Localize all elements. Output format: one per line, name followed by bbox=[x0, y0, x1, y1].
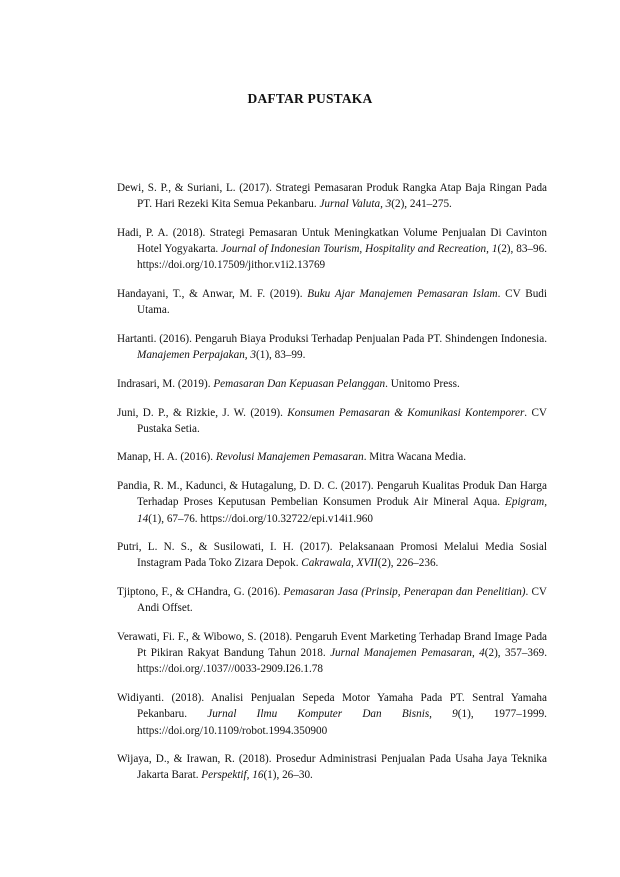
reference-entry: Verawati, Fi. F., & Wibowo, S. (2018). Pengaruh Event Marketing Terhadap Brand Image Pada Pt Pikiran Rakyat Bandung Tahun 2018. Jurnal Manajemen Pemasaran, 4(2), 357–369. https://doi.org/.1037//0033-2909.I26.1.78 bbox=[117, 631, 547, 676]
page-title: DAFTAR PUSTAKA bbox=[247, 91, 373, 106]
reference-entry: Pandia, R. M., Kadunci, & Hutagalung, D. D. C. (2017). Pengaruh Kualitas Produk Dan Harga Terhadap Proses Keputusan Pembelian Konsumen Produk Air Mineral Aqua. Epigram, 14(1), 67–76. https://doi.org/10.32722/epi.v14i1.960 bbox=[117, 480, 547, 525]
reference-entry: Manap, H. A. (2016). Revolusi Manajemen Pemasaran. Mitra Wacana Media. bbox=[117, 451, 467, 464]
reference-entry: Handayani, T., & Anwar, M. F. (2019). Buku Ajar Manajemen Pemasaran Islam. CV Budi Utama. bbox=[117, 288, 548, 317]
reference-entry: Putri, L. N. S., & Susilowati, I. H. (2017). Pelaksanaan Promosi Melalui Media Sosial Instagram Pada Toko Zizara Depok. Cakrawala, XVII(2), 226–236. bbox=[117, 541, 547, 570]
reference-entry: Hartanti. (2016). Pengaruh Biaya Produksi Terhadap Penjualan Pada PT. Shindengen Indonesia. Manajemen Perpajakan, 3(1), 83–99. bbox=[117, 332, 547, 362]
reference-entry: Indrasari, M. (2019). Pemasaran Dan Kepuasan Pelanggan. Unitomo Press. bbox=[117, 377, 460, 390]
reference-entry: Dewi, S. P., & Suriani, L. (2017). Strategi Pemasaran Produk Rangka Atap Baja Ringan Pada PT. Hari Rezeki Kita Semua Pekanbaru. Jurnal Valuta, 3(2), 241–275. bbox=[117, 182, 547, 211]
reference-entry: Juni, D. P., & Rizkie, J. W. (2019). Konsumen Pemasaran & Komunikasi Kontemporer. CV Pustaka Setia. bbox=[117, 406, 547, 435]
reference-entry: Widiyanti. (2018). Analisi Penjualan Sepeda Motor Yamaha Pada PT. Sentral Yamaha Pekanbaru. Jurnal Ilmu Komputer Dan Bisnis, 9(1), 1977–1999. https://doi.org/10.1109/robot.1994.350900 bbox=[117, 692, 547, 737]
reference-entry: Tjiptono, F., & CHandra, G. (2016). Pemasaran Jasa (Prinsip, Penerapan dan Penelitian). CV Andi Offset. bbox=[117, 586, 547, 615]
reference-entry: Hadi, P. A. (2018). Strategi Pemasaran Untuk Meningkatkan Volume Penjualan Di Cavinton Hotel Yogyakarta. Journal of Indonesian Tourism, Hospitality and Recreation, 1(2), 83–96. https://doi.org/10.17509/jithor.v1i2.13769 bbox=[117, 226, 547, 272]
reference-entry: Wijaya, D., & Irawan, R. (2018). Prosedur Administrasi Penjualan Pada Usaha Jaya Teknika Jakarta Barat. Perspektif, 16(1), 26–30. bbox=[117, 753, 547, 782]
reference-list bbox=[117, 180, 547, 796]
